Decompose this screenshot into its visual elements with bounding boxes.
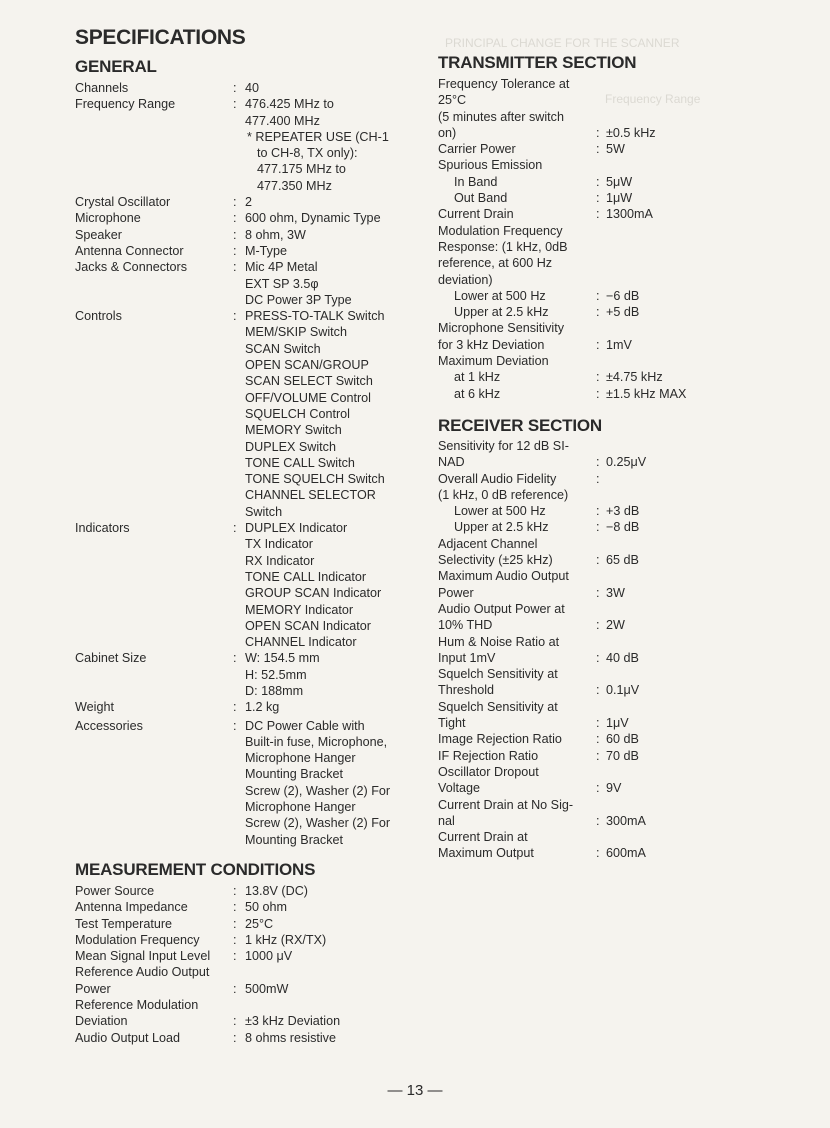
spec-key-line: Oscillator Dropout	[438, 764, 539, 779]
spec-value-line: 1.2 kg	[245, 700, 280, 715]
spec-key	[438, 353, 592, 369]
spec-row	[438, 471, 738, 504]
spec-key: Indicators	[75, 521, 130, 536]
spec-value: 70 dB	[606, 748, 639, 763]
spec-key	[75, 964, 229, 997]
spec-value-line: Screw (2), Washer (2) For	[245, 816, 391, 831]
spec-value: 0.1μV	[606, 683, 640, 698]
spec-row	[438, 320, 738, 353]
spec-colon: :	[596, 813, 600, 828]
spec-key-line: Spurious Emission	[438, 158, 543, 173]
spec-key-line: Adjacent Channel	[438, 536, 538, 551]
spec-key	[438, 536, 592, 569]
spec-value: ±0.5 kHz	[606, 125, 656, 140]
spec-colon: :	[596, 748, 600, 763]
spec-key-line: Modulation Frequency	[438, 223, 563, 238]
spec-key-line: for 3 kHz Deviation	[438, 337, 545, 352]
spec-row	[438, 353, 738, 369]
spec-key	[438, 288, 592, 304]
spec-value-line: DUPLEX Indicator	[245, 521, 348, 536]
spec-value: 1μV	[606, 716, 629, 731]
spec-value-line: Microphone Hanger	[245, 751, 356, 766]
spec-key-line: Reference Modulation	[75, 998, 199, 1013]
spec-row	[438, 190, 738, 206]
spec-key-line: Frequency Tolerance at	[438, 77, 570, 91]
spec-key	[438, 223, 592, 288]
spec-key-line: Hum & Noise Ratio at	[438, 634, 560, 649]
spec-value: −6 dB	[606, 288, 640, 303]
spec-key-line: Tight	[438, 716, 466, 731]
spec-key-line: Squelch Sensitivity at	[438, 699, 558, 714]
spec-value-line: * REPEATER USE (CH-1	[247, 129, 389, 144]
spec-key: Speaker	[75, 227, 122, 242]
spec-row	[75, 520, 430, 650]
spec-colon: :	[233, 700, 237, 715]
spec-value: 1300mA	[606, 207, 653, 222]
spec-row	[75, 243, 430, 259]
spec-key-line: Reference Audio Output	[75, 965, 210, 980]
spec-value: 25°C	[245, 916, 274, 931]
spec-colon: :	[596, 650, 600, 665]
spec-key	[438, 829, 592, 862]
spec-key-line: Response: (1 kHz, 0dB	[438, 239, 568, 254]
spec-colon: :	[233, 211, 237, 226]
spec-row	[75, 308, 430, 520]
spec-value-line: H: 52.5mm	[245, 667, 307, 682]
spec-colon: :	[596, 781, 600, 796]
spec-key-line: Power	[438, 585, 474, 600]
spec-key-line: deviation)	[438, 272, 493, 287]
spec-value-line: GROUP SCAN Indicator	[245, 586, 382, 601]
spec-key	[438, 764, 592, 797]
spec-row	[438, 386, 738, 402]
spec-value-line: CHANNEL Indicator	[245, 635, 357, 650]
spec-key	[438, 731, 592, 747]
spec-key-line: Voltage	[438, 781, 481, 796]
spec-colon: :	[596, 207, 600, 222]
spec-value-line: W: 154.5 mm	[245, 651, 320, 666]
spec-row	[438, 519, 738, 535]
spec-value: 40 dB	[606, 650, 639, 665]
spec-key: Antenna Connector	[75, 243, 184, 258]
spec-row	[438, 206, 738, 222]
spec-key-line: Audio Output Load	[75, 1030, 181, 1045]
spec-key: Frequency Range	[75, 97, 176, 112]
spec-value: 3W	[606, 585, 625, 600]
spec-key-line: Squelch Sensitivity at	[438, 667, 558, 682]
spec-key-line: Maximum Output	[438, 846, 534, 861]
spec-value: ±4.75 kHz	[606, 370, 663, 385]
spec-colon: :	[233, 932, 237, 947]
spec-key-line: Maximum Audio Output	[438, 569, 569, 584]
spec-value: 60 dB	[606, 732, 639, 747]
spec-value-line: SCAN SELECT Switch	[245, 374, 373, 389]
receiver-heading: RECEIVER SECTION	[438, 416, 602, 435]
spec-row	[75, 650, 430, 699]
spec-key-line: Threshold	[438, 683, 495, 698]
spec-key	[438, 304, 592, 320]
spec-key	[438, 190, 592, 206]
spec-key	[438, 386, 592, 402]
spec-value: 300mA	[606, 813, 646, 828]
spec-key-line: Carrier Power	[438, 142, 516, 157]
spec-key	[75, 899, 229, 915]
spec-key: Cabinet Size	[75, 651, 147, 666]
spec-value-line: Microphone Hanger	[245, 800, 356, 815]
spec-row	[75, 916, 430, 932]
spec-value-line: CHANNEL SELECTOR	[245, 488, 376, 503]
spec-key	[438, 320, 592, 353]
spec-value-line: Mounting Bracket	[245, 767, 344, 782]
spec-key-line: Mean Signal Input Level	[75, 949, 211, 964]
spec-row	[438, 764, 738, 797]
spec-key-line: Current Drain at	[438, 830, 528, 845]
spec-key-line: Image Rejection Ratio	[438, 732, 562, 747]
spec-row	[75, 80, 430, 96]
spec-row	[438, 666, 738, 699]
spec-row	[438, 568, 738, 601]
spec-key-line: Input 1mV	[438, 650, 496, 665]
spec-row	[438, 601, 738, 634]
spec-key-line: (5 minutes after switch	[438, 109, 564, 124]
spec-colon: :	[596, 337, 600, 352]
spec-key: Microphone	[75, 211, 141, 226]
spec-value-line: DUPLEX Switch	[245, 439, 336, 454]
spec-key-line: IF Rejection Ratio	[438, 748, 539, 763]
spec-value-line: MEMORY Indicator	[245, 602, 354, 617]
spec-key-line: Modulation Frequency	[75, 932, 200, 947]
spec-value: +3 dB	[606, 504, 640, 519]
spec-colon: :	[233, 651, 237, 666]
spec-row	[438, 731, 738, 747]
spec-colon: :	[233, 916, 237, 931]
spec-colon: :	[233, 521, 237, 536]
spec-value: 1mV	[606, 337, 632, 352]
spec-colon: :	[233, 900, 237, 915]
spec-value-line: RX Indicator	[245, 553, 315, 568]
spec-key: Jacks & Connectors	[75, 260, 187, 275]
spec-key: Crystal Oscillator	[75, 195, 171, 210]
spec-value-line: OFF/VOLUME Control	[245, 390, 371, 405]
spec-colon: :	[596, 683, 600, 698]
receiver-spec-list	[438, 438, 738, 862]
spec-key	[438, 634, 592, 667]
spec-key	[438, 748, 592, 764]
page-number: — 13 —	[387, 1082, 443, 1099]
spec-value: −8 dB	[606, 520, 640, 535]
spec-value: 13.8V (DC)	[245, 884, 308, 898]
spec-key-line: 10% THD	[438, 618, 493, 633]
spec-colon: :	[596, 455, 600, 470]
spec-value: 1 kHz (RX/TX)	[245, 932, 327, 947]
spec-value-line: D: 188mm	[245, 683, 304, 698]
spec-row	[438, 157, 738, 173]
spec-colon: :	[596, 471, 600, 486]
spec-key-line: Deviation	[75, 1014, 128, 1029]
spec-key-line: reference, at 600 Hz	[438, 256, 553, 271]
spec-colon: :	[233, 81, 237, 95]
spec-key-line: nal	[438, 813, 455, 828]
spec-key-line: NAD	[438, 455, 465, 470]
spec-colon: :	[596, 386, 600, 401]
bleed-through-text: Frequency Range	[605, 92, 701, 106]
spec-value-line: to CH-8, TX only):	[257, 146, 358, 161]
spec-row	[75, 718, 430, 848]
spec-key-line: at 6 kHz	[454, 386, 501, 401]
spec-colon: :	[596, 716, 600, 731]
spec-value: 65 dB	[606, 553, 639, 568]
spec-value-line: OPEN SCAN Indicator	[245, 618, 371, 633]
spec-key	[438, 797, 592, 830]
spec-value: 9V	[606, 781, 622, 796]
spec-colon: :	[233, 97, 237, 112]
spec-value-line: DC Power Cable with	[245, 718, 365, 733]
spec-key	[75, 932, 229, 948]
spec-colon: :	[233, 309, 237, 324]
spec-colon: :	[233, 884, 237, 898]
spec-key	[75, 997, 229, 1030]
spec-row	[438, 369, 738, 385]
spec-value: +5 dB	[606, 305, 640, 320]
spec-row	[75, 194, 430, 210]
spec-colon: :	[233, 195, 237, 210]
measurement-spec-list	[75, 883, 430, 1046]
spec-key-line: Lower at 500 Hz	[454, 288, 546, 303]
bleed-through-text: PRINCIPAL CHANGE FOR THE SCANNER	[445, 36, 680, 50]
spec-row	[75, 227, 430, 243]
spec-value: 5μW	[606, 174, 633, 189]
spec-key	[438, 174, 592, 190]
spec-value-line: Switch	[245, 504, 283, 519]
spec-colon: :	[596, 504, 600, 519]
spec-row	[438, 699, 738, 732]
spec-colon: :	[596, 305, 600, 320]
spec-colon: :	[596, 846, 600, 861]
spec-colon: :	[233, 1030, 237, 1045]
spec-key	[438, 503, 592, 519]
spec-colon: :	[596, 142, 600, 157]
spec-value: 50 ohm	[245, 900, 288, 915]
spec-row	[438, 748, 738, 764]
spec-colon: :	[596, 288, 600, 303]
spec-key-line: Current Drain at No Sig-	[438, 797, 574, 812]
spec-value-line: DC Power 3P Type	[245, 292, 352, 307]
spec-colon: :	[596, 732, 600, 747]
spec-value-line: 477.350 MHz	[257, 178, 332, 193]
spec-row	[75, 259, 430, 308]
spec-key: Accessories	[75, 718, 143, 733]
spec-value-line: TONE CALL Indicator	[245, 569, 367, 584]
spec-key-line: Lower at 500 Hz	[454, 504, 546, 519]
transmitter-heading: TRANSMITTER SECTION	[438, 53, 637, 72]
spec-key	[438, 568, 592, 601]
general-spec-list	[75, 80, 430, 848]
spec-key-line: (1 kHz, 0 dB reference)	[438, 487, 569, 502]
spec-key	[75, 916, 229, 932]
spec-value-line: M-Type	[245, 243, 287, 258]
spec-value: 600mA	[606, 846, 646, 861]
spec-colon: :	[233, 243, 237, 258]
spec-key-line: Out Band	[454, 191, 508, 206]
spec-row	[75, 948, 430, 964]
spec-value-line: Screw (2), Washer (2) For	[245, 783, 391, 798]
spec-value-line: SQUELCH Control	[245, 406, 350, 421]
spec-key	[438, 471, 592, 504]
spec-row	[75, 1030, 430, 1046]
spec-colon: :	[233, 1014, 237, 1029]
spec-colon: :	[596, 585, 600, 600]
spec-key	[438, 141, 592, 157]
spec-value-line: Mounting Bracket	[245, 832, 344, 847]
spec-colon: :	[596, 370, 600, 385]
spec-key: Weight	[75, 700, 114, 715]
spec-key	[438, 206, 592, 222]
spec-row	[75, 699, 430, 715]
spec-row	[438, 141, 738, 157]
spec-row	[438, 536, 738, 569]
spec-value: 5W	[606, 142, 625, 157]
spec-colon: :	[233, 260, 237, 275]
spec-value-line: Mic 4P Metal	[245, 260, 318, 275]
spec-key	[438, 438, 592, 471]
spec-colon: :	[596, 520, 600, 535]
spec-key-line: Sensitivity for 12 dB SI-	[438, 439, 569, 453]
spec-row	[75, 932, 430, 948]
spec-value-line: TX Indicator	[245, 537, 313, 552]
spec-value-line: OPEN SCAN/GROUP	[245, 358, 369, 373]
spec-key	[75, 1030, 229, 1046]
spec-row	[438, 76, 738, 141]
spec-value-line: MEMORY Switch	[245, 423, 342, 438]
spec-row	[75, 964, 430, 997]
general-heading: GENERAL	[75, 57, 157, 76]
spec-value: 1000 μV	[245, 949, 293, 964]
spec-value-line: 8 ohm, 3W	[245, 227, 306, 242]
spec-value: ±1.5 kHz MAX	[606, 386, 687, 401]
spec-row	[438, 174, 738, 190]
spec-key	[438, 157, 592, 173]
spec-key-line: Upper at 2.5 kHz	[454, 305, 549, 320]
spec-key-line: at 1 kHz	[454, 370, 501, 385]
spec-value-line: MEM/SKIP Switch	[245, 325, 347, 340]
spec-key-line: on)	[438, 125, 457, 140]
spec-value-line: EXT SP 3.5φ	[245, 276, 319, 291]
spec-key: Controls	[75, 309, 122, 324]
spec-value: 2W	[606, 618, 625, 633]
spec-key-line: Upper at 2.5 kHz	[454, 520, 549, 535]
spec-row	[75, 899, 430, 915]
spec-key-line: Overall Audio Fidelity	[438, 471, 557, 486]
spec-value: 0.25μV	[606, 455, 647, 470]
spec-value-line: TONE CALL Switch	[245, 455, 355, 470]
spec-row	[438, 304, 738, 320]
spec-colon: :	[233, 718, 237, 733]
spec-key	[438, 369, 592, 385]
spec-value-line: Built-in fuse, Microphone,	[245, 734, 388, 749]
spec-key-line: Power	[75, 981, 111, 996]
spec-colon: :	[233, 227, 237, 242]
spec-key-line: 25°C	[438, 93, 467, 108]
spec-row	[75, 883, 430, 899]
spec-key-line: Current Drain	[438, 207, 514, 222]
spec-colon: :	[233, 981, 237, 996]
spec-key	[438, 76, 592, 141]
spec-value-line: 2	[245, 195, 253, 210]
spec-colon: :	[233, 949, 237, 964]
spec-row	[75, 997, 430, 1030]
spec-key	[438, 601, 592, 634]
measurement-heading: MEASUREMENT CONDITIONS	[75, 860, 316, 879]
spec-key-line: Selectivity (±25 kHz)	[438, 553, 553, 568]
spec-key-line: Test Temperature	[75, 916, 173, 931]
spec-key-line: In Band	[454, 174, 498, 189]
spec-value-line: TONE SQUELCH Switch	[245, 472, 385, 487]
spec-row	[438, 288, 738, 304]
spec-value: ±3 kHz Deviation	[245, 1014, 341, 1029]
spec-colon: :	[596, 553, 600, 568]
spec-colon: :	[596, 618, 600, 633]
spec-row	[438, 223, 738, 288]
spec-value: 1μW	[606, 191, 633, 206]
spec-value-line: 476.425 MHz to	[245, 97, 334, 112]
spec-key	[75, 883, 229, 899]
spec-key	[438, 699, 592, 732]
spec-key-line: Antenna Impedance	[75, 900, 188, 915]
spec-row	[438, 438, 738, 471]
spec-key	[438, 519, 592, 535]
spec-value-line: 40	[245, 81, 260, 95]
spec-colon: :	[596, 125, 600, 140]
spec-row	[438, 797, 738, 830]
spec-key-line: Microphone Sensitivity	[438, 321, 564, 336]
spec-value-line: PRESS-TO-TALK Switch	[245, 309, 385, 324]
spec-row	[438, 634, 738, 667]
spec-key-line: Maximum Deviation	[438, 354, 549, 369]
spec-row	[75, 210, 430, 226]
spec-value: 8 ohms resistive	[245, 1030, 336, 1045]
spec-value-line: 477.175 MHz to	[257, 162, 346, 177]
spec-colon: :	[596, 191, 600, 206]
spec-row	[75, 96, 430, 194]
spec-value-line: SCAN Switch	[245, 341, 321, 356]
spec-key	[438, 666, 592, 699]
spec-row	[438, 829, 738, 862]
spec-value: 500mW	[245, 981, 289, 996]
spec-key: Channels	[75, 81, 129, 95]
spec-key	[75, 948, 229, 964]
spec-colon: :	[596, 174, 600, 189]
page-title: SPECIFICATIONS	[75, 26, 246, 49]
transmitter-spec-list	[438, 76, 738, 402]
spec-row	[438, 503, 738, 519]
spec-value-line: 477.400 MHz	[245, 113, 320, 128]
spec-key-line: Power Source	[75, 884, 155, 898]
spec-value-line: 600 ohm, Dynamic Type	[245, 211, 381, 226]
spec-key-line: Audio Output Power at	[438, 601, 565, 616]
